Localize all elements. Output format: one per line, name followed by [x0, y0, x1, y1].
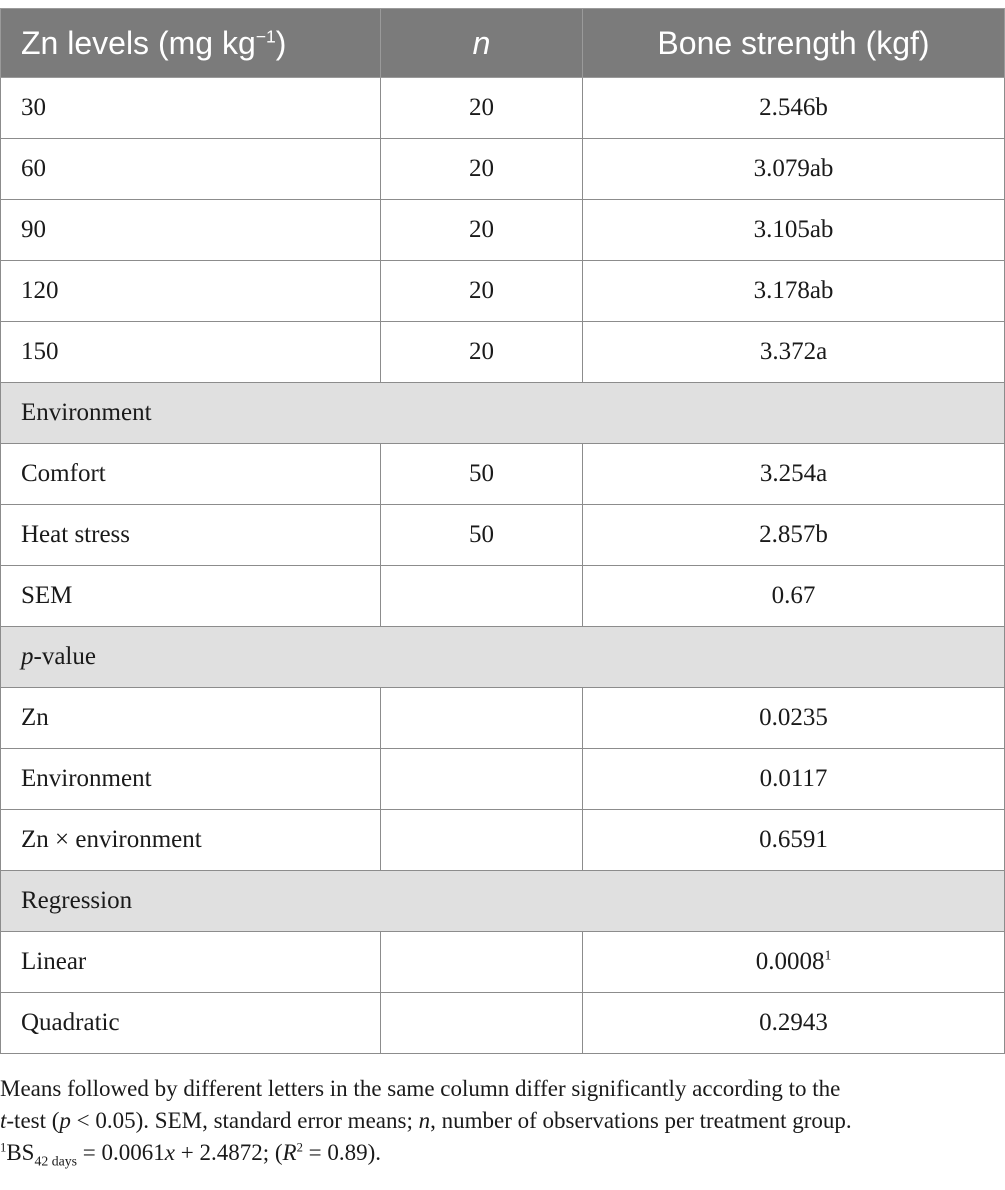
- table-row: [1, 78, 1005, 139]
- table-row: [1, 566, 1005, 627]
- row-label: Environment: [1, 749, 381, 810]
- row-n: [381, 993, 583, 1054]
- row-n: 20: [381, 261, 583, 322]
- row-value: 3.079ab: [583, 139, 1005, 200]
- row-label: Heat stress: [1, 505, 381, 566]
- row-n: [381, 932, 583, 993]
- row-n: [381, 566, 583, 627]
- table-row: [1, 688, 1005, 749]
- table-row: [1, 993, 1005, 1054]
- footnote-marker: 1: [824, 947, 832, 963]
- header-bone-strength: Bone strength (kgf): [583, 9, 1005, 78]
- row-n: 50: [381, 444, 583, 505]
- header-zn-levels: Zn levels (mg $kg^{-1}$): [1, 9, 381, 78]
- table-footnotes: [0, 1073, 1005, 1169]
- table-row: [1, 749, 1005, 810]
- row-n: 20: [381, 78, 583, 139]
- row-n: [381, 749, 583, 810]
- section-regression: [1, 871, 1005, 932]
- row-n: 20: [381, 322, 583, 383]
- table-row: [1, 505, 1005, 566]
- row-value: 0.2943: [583, 993, 1005, 1054]
- row-value: 0.0235: [583, 688, 1005, 749]
- row-label: 90: [1, 200, 381, 261]
- section-environment: [1, 383, 1005, 444]
- row-label: Linear: [1, 932, 381, 993]
- header-row: [1, 9, 1005, 78]
- row-value: 2.857b: [583, 505, 1005, 566]
- row-n: 20: [381, 139, 583, 200]
- row-value: 3.178ab: [583, 261, 1005, 322]
- row-label: 150: [1, 322, 381, 383]
- table-row: [1, 261, 1005, 322]
- table-row: [1, 932, 1005, 993]
- row-label: Quadratic: [1, 993, 381, 1054]
- header-n: n: [381, 9, 583, 78]
- row-n: [381, 810, 583, 871]
- section-p-value: [1, 627, 1005, 688]
- section-label: p-value: [1, 627, 1005, 688]
- section-label: Regression: [1, 871, 1005, 932]
- row-value: 0.67: [583, 566, 1005, 627]
- row-n: 50: [381, 505, 583, 566]
- table-row: [1, 810, 1005, 871]
- row-label: 60: [1, 139, 381, 200]
- row-label: Zn: [1, 688, 381, 749]
- row-label: Zn × environment: [1, 810, 381, 871]
- row-value: 0.0008$^1$: [583, 932, 1005, 993]
- row-value: 0.0117: [583, 749, 1005, 810]
- row-value: 2.546b: [583, 78, 1005, 139]
- footnote-line: Means followed by different letters in the same column differ significantly according to the: [0, 1076, 841, 1101]
- row-label: 30: [1, 78, 381, 139]
- table-row: [1, 444, 1005, 505]
- row-value: 0.6591: [583, 810, 1005, 871]
- table-row: [1, 139, 1005, 200]
- row-n: [381, 688, 583, 749]
- bone-strength-table: [0, 8, 1005, 1054]
- table-row: [1, 322, 1005, 383]
- row-n: 20: [381, 200, 583, 261]
- footnote-line: t-test (p < 0.05). SEM, standard error means; n, number of observations per treatment group.: [0, 1108, 852, 1133]
- row-value: 3.105ab: [583, 200, 1005, 261]
- table-row: [1, 200, 1005, 261]
- row-value: 3.372a: [583, 322, 1005, 383]
- row-label: Comfort: [1, 444, 381, 505]
- row-value: 3.254a: [583, 444, 1005, 505]
- row-label: SEM: [1, 566, 381, 627]
- row-label: 120: [1, 261, 381, 322]
- regression-equation: $^1BS_{42 days} = 0.0061x + 2.4872$; $(R^2 = 0.89)$.: [0, 1140, 382, 1169]
- section-label: Environment: [1, 383, 1005, 444]
